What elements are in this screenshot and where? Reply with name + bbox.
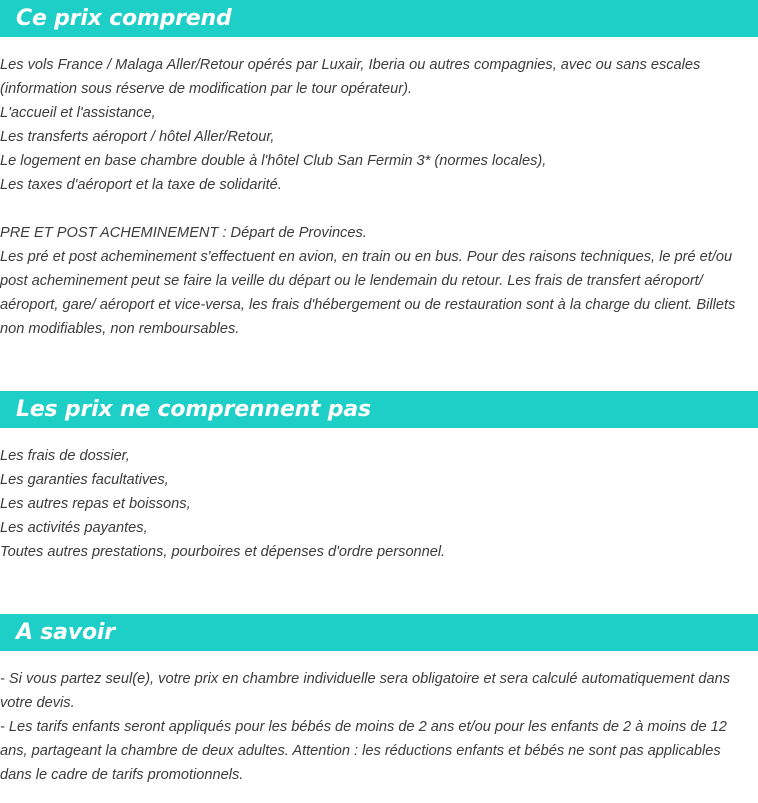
section-title: Les prix ne comprennent pas xyxy=(16,396,371,422)
section-title: A savoir xyxy=(16,619,115,645)
good-to-know-paragraph: - Si vous partez seul(e), votre prix en chambre individuelle sera obligatoire et sera calculé automatiquement dans votre devis. xyxy=(0,671,731,711)
not-included-line: Les autres repas et boissons, xyxy=(0,496,191,512)
good-to-know-content xyxy=(0,667,756,787)
included-line: Le logement en base chambre double à l'hôtel Club San Fermin 3* (normes locales), xyxy=(0,153,547,169)
included-line: Les transferts aéroport / hôtel Aller/Retour, xyxy=(0,129,275,145)
section-header-not-included xyxy=(0,391,758,428)
included-line: Les vols France / Malaga Aller/Retour opérés par Luxair, Iberia ou autres compagnies, avec ou sans escales xyxy=(0,57,701,73)
section-header-good-to-know xyxy=(0,614,758,651)
good-to-know-paragraph: - Les tarifs enfants seront appliqués pour les bébés de moins de 2 ans et/ou pour les enfants de 2 à moins de 12 ans, partageant la chambre de deux adultes. Attention : les réductions enfants et bébés ne sont pas applicables dans le cadre de tarifs promotionnels. xyxy=(0,719,727,783)
not-included-line: Les frais de dossier, xyxy=(0,448,130,464)
not-included-line: Les garanties facultatives, xyxy=(0,472,169,488)
section-title: Ce prix comprend xyxy=(16,5,232,31)
included-content xyxy=(0,53,756,341)
included-line: L'accueil et l'assistance, xyxy=(0,105,156,121)
not-included-content xyxy=(0,444,756,564)
spacer xyxy=(0,197,756,221)
not-included-line: Toutes autres prestations, pourboires et dépenses d'ordre personnel. xyxy=(0,544,446,560)
section-header-included xyxy=(0,0,758,37)
routing-note-title: PRE ET POST ACHEMINEMENT : Départ de Provinces. xyxy=(0,225,367,241)
not-included-line: Les activités payantes, xyxy=(0,520,148,536)
included-line: Les taxes d'aéroport et la taxe de solidarité. xyxy=(0,177,282,193)
included-line: (information sous réserve de modification par le tour opérateur). xyxy=(0,81,413,97)
routing-note-text: Les pré et post acheminement s'effectuent en avion, en train ou en bus. Pour des raisons techniques, le pré et/ou post acheminement peut se faire la veille du départ ou le lendemain du retour. Les frais de transfert aéroport/ aéroport, gare/ aéroport et vice-versa, les frais d'hébergement ou de restauration sont à la charge du client. Billets non modifiables, non remboursables. xyxy=(0,249,736,337)
